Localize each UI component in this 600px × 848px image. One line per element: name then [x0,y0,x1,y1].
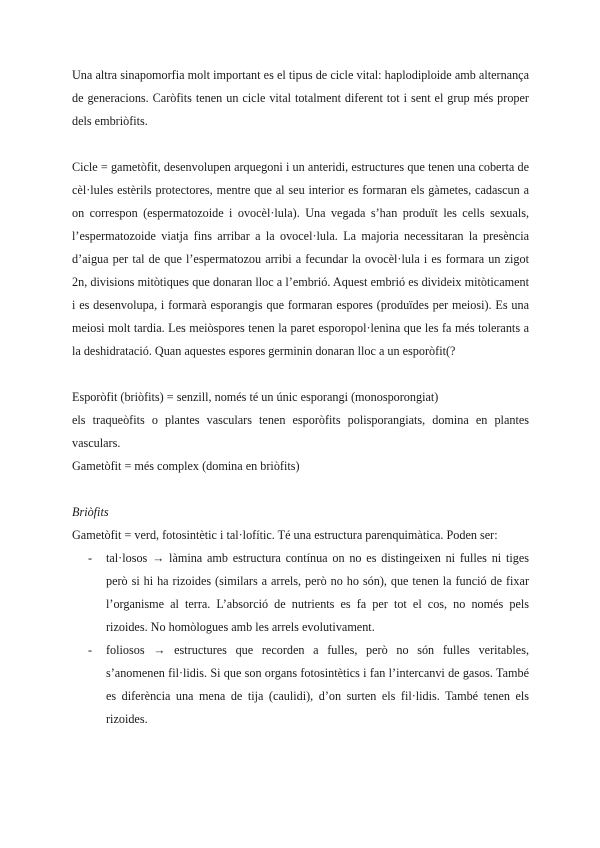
list-item-text: foliosos → estructures que recorden a fulles, però no són fulles veritables, s’anomenen fil·lidis. Si que son organs fotosintètics i fan l’intercanvi de gasos. També es diferència una mena de tija (caulidi), d’on surten els fil·lidis. També tenen els rizoides. [106,643,529,726]
document-page [72,64,529,731]
list-dash: - [88,643,93,657]
list-item [72,547,529,639]
paragraph-gap [72,133,529,156]
section-heading-briofits: Briòfits [72,505,109,519]
list-item [72,639,529,731]
paragraph-gap [72,478,529,501]
section-intro: Gametòfit = verd, fotosintètic i tal·lofític. Té una estructura parenquimàtica. Poden ser: [72,528,498,542]
list-dash: - [88,551,93,565]
gametophyte-line: Gametòfit = més complex (domina en briòfits) [72,459,300,473]
gametophyte-types-list [72,547,529,731]
intro-paragraph: Una altra sinapomorfia molt important es el tipus de cicle vital: haplodiploide amb alternança de generacions. Caròfits tenen un cicle vital totalment diferent tot i sent el grup més proper dels embriòfits. [72,68,529,128]
life-cycle-paragraph: Cicle = gametòfit, desenvolupen arquegoni i un anteridi, estructures que tenen una coberta de cèl·lules estèrils protectores, mentre que al seu interior es formaran els gàmetes, cadascun a on correspon (espermatozoide i ovocèl·lula). Una vegada s’han produït les cells sexuals, l’espermatozoide viatja fins arribar a la ovocel·lula. La majoria necessitaran la presència d’aigua per tal de que l’espermatozou arribi a fecundar la ovocèl·lula i es formara un zigot 2n, divisions mitòtiques que donaran lloc a l’embrió. Aquest embrió es divideix mitòticament i es desenvolupa, i formarà esporangis que formaran espores (produïdes per meiosi). Es una meiosi molt tardia. Les meiòspores tenen la paret esporopol·lenina que les fa més tolerants a la deshidratació. Quan aquestes espores germinin donaran lloc a un esporòfit(? [72,160,529,358]
paragraph-gap [72,363,529,386]
list-item-text: tal·losos → làmina amb estructura contínua on no es distingeixen ni fulles ni tiges però si hi ha rizoides (similars a arrels, però no ho són), que tenen la funció de fixar l’organisme al terra. L’absorció de nutrients es fa per tot el cos, no només pels rizoides. No homòlogues amb les arrels evolutivament. [106,551,529,634]
sporophyte-line: Esporòfit (briòfits) = senzill, només té un únic esporangi (monosporongiat) [72,390,439,404]
tracheophytes-line: els traqueòfits o plantes vasculars tenen esporòfits polisporangiats, domina en plantes vasculars. [72,413,529,450]
